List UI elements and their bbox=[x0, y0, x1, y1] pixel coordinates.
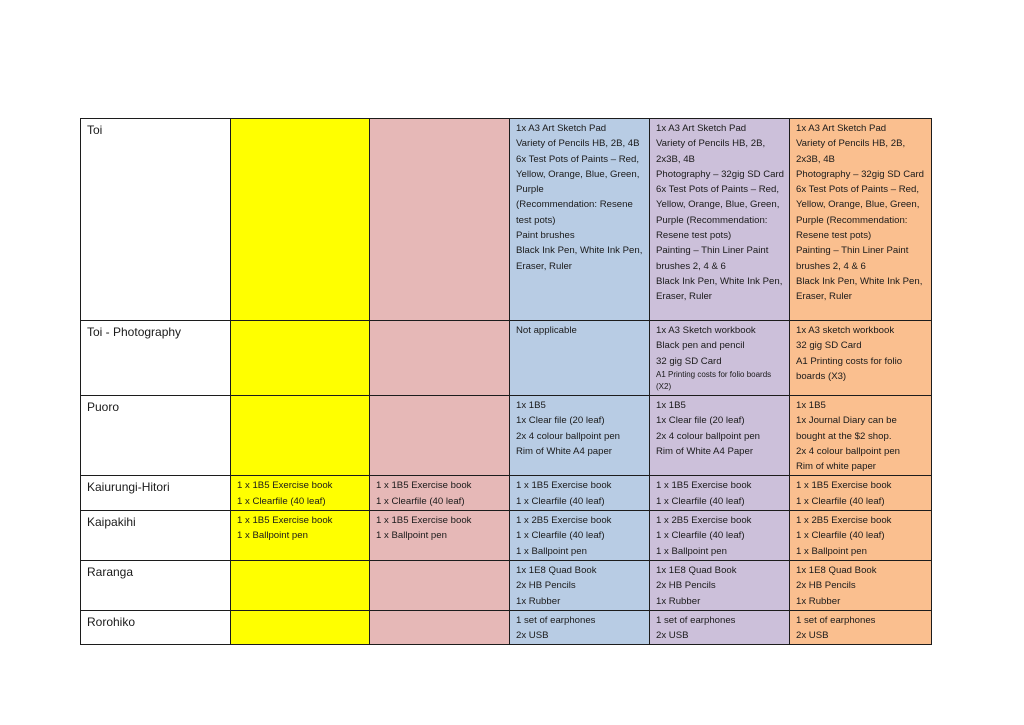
item-line: 1 x 1B5 Exercise book bbox=[237, 515, 333, 527]
item-line: 1 x 2B5 Exercise book bbox=[796, 515, 892, 527]
item-line: 1 x Clearfile (40 leaf) bbox=[237, 495, 326, 507]
col1-cell bbox=[231, 560, 370, 610]
col2-cell bbox=[370, 396, 510, 476]
item-line: Rim of White A4 Paper bbox=[656, 445, 754, 457]
item-line: 1 x 1B5 Exercise book bbox=[237, 480, 333, 492]
col4-cell bbox=[650, 119, 790, 321]
col3-cell bbox=[510, 476, 650, 511]
item-line: 6x Test Pots of Paints – Red, Yellow, Orange, Blue, Green, Purple (Recommendation: Resene test pots) bbox=[656, 184, 780, 242]
item-line: A1 Printing costs for folio boards (X3) bbox=[796, 355, 903, 382]
item-line: Variety of Pencils HB, 2B, 2x3B, 4B bbox=[656, 138, 766, 165]
item-line: 1 x Clearfile (40 leaf) bbox=[516, 530, 605, 542]
item-line: 1x 1B5 bbox=[796, 400, 826, 411]
item-line: Black pen and pencil bbox=[656, 340, 745, 352]
item-line: 1 x Ballpoint pen bbox=[516, 545, 587, 557]
item-line: 1x A3 Art Sketch Pad bbox=[516, 123, 607, 134]
item-line: Painting – Thin Liner Paint brushes 2, 4 & 6 bbox=[656, 245, 769, 272]
col5-cell bbox=[790, 396, 932, 476]
item-line: 2x HB Pencils bbox=[656, 580, 716, 592]
item-line: Painting – Thin Liner Paint brushes 2, 4 & 6 bbox=[796, 245, 909, 272]
item-line: Variety of Pencils HB, 2B, 2x3B, 4B bbox=[796, 138, 906, 165]
col5-cell bbox=[790, 560, 932, 610]
item-line: 32 gig SD Card bbox=[796, 340, 862, 352]
item-line: 1x A3 Art Sketch Pad bbox=[656, 123, 747, 134]
col3-cell bbox=[510, 396, 650, 476]
item-line: 1 x Clearfile (40 leaf) bbox=[656, 530, 745, 542]
item-line: 1 x 2B5 Exercise book bbox=[656, 515, 752, 527]
item-line: 1 x Ballpoint pen bbox=[656, 545, 727, 557]
item-line: 1x Rubber bbox=[656, 595, 701, 607]
item-line: 2x HB Pencils bbox=[516, 580, 576, 592]
item-line: 1x Rubber bbox=[796, 595, 841, 607]
col5-cell bbox=[790, 321, 932, 396]
item-line: 1 x 1B5 Exercise book bbox=[376, 480, 472, 492]
item-line: Rim of White A4 paper bbox=[516, 445, 612, 457]
col4-cell bbox=[650, 511, 790, 561]
col1-cell bbox=[231, 511, 370, 561]
col4-cell bbox=[650, 476, 790, 511]
item-line: 1x 1E8 Quad Book bbox=[656, 564, 737, 576]
item-line: 6x Test Pots of Paints – Red, Yellow, Orange, Blue, Green, Purple bbox=[516, 153, 640, 196]
col1-cell bbox=[231, 119, 370, 321]
col1-cell bbox=[231, 610, 370, 645]
item-line: Photography – 32gig SD Card bbox=[656, 168, 784, 180]
col3-cell bbox=[510, 610, 650, 645]
col2-cell bbox=[370, 321, 510, 396]
item-line: 1 x Clearfile (40 leaf) bbox=[516, 495, 605, 507]
table-row bbox=[81, 560, 932, 610]
table-row bbox=[81, 511, 932, 561]
item-line: 32 gig SD Card bbox=[656, 355, 722, 367]
col3-cell bbox=[510, 321, 650, 396]
item-line: 1x Clear file (20 leaf) bbox=[656, 415, 745, 427]
item-line: Not applicable bbox=[516, 325, 577, 336]
item-line: 1x 1B5 bbox=[656, 400, 686, 411]
col3-cell bbox=[510, 511, 650, 561]
item-line: 1 x 1B5 Exercise book bbox=[796, 480, 892, 492]
item-line: Photography – 32gig SD Card bbox=[796, 168, 924, 180]
item-line: 1 set of earphones bbox=[656, 614, 736, 626]
item-line: Rim of white paper bbox=[796, 461, 876, 473]
col2-cell bbox=[370, 476, 510, 511]
stationery-table bbox=[80, 118, 932, 645]
table-row bbox=[81, 396, 932, 476]
item-line: 2x HB Pencils bbox=[796, 580, 856, 592]
item-line: 1 x 2B5 Exercise book bbox=[516, 515, 612, 527]
col2-cell bbox=[370, 119, 510, 321]
item-line: 2x 4 colour ballpoint pen bbox=[656, 430, 761, 442]
subject-cell: Kaipakihi bbox=[81, 511, 231, 561]
item-line: Paint brushes bbox=[516, 230, 575, 242]
item-line: 1 x Clearfile (40 leaf) bbox=[376, 495, 465, 507]
col2-cell bbox=[370, 610, 510, 645]
item-line: 1 x Clearfile (40 leaf) bbox=[656, 495, 745, 507]
subject-cell: Raranga bbox=[81, 560, 231, 610]
col3-cell bbox=[510, 560, 650, 610]
item-line: 1x 1E8 Quad Book bbox=[516, 564, 597, 576]
subject-cell: Kaiurungi-Hitori bbox=[81, 476, 231, 511]
item-line: Variety of Pencils HB, 2B, 4B bbox=[516, 138, 640, 150]
subject-cell: Toi bbox=[81, 119, 231, 321]
item-line: 2x 4 colour ballpoint pen bbox=[516, 430, 621, 442]
subject-cell: Toi - Photography bbox=[81, 321, 231, 396]
col1-cell bbox=[231, 396, 370, 476]
table-row bbox=[81, 610, 932, 645]
col2-cell bbox=[370, 511, 510, 561]
item-line: 2x 4 colour ballpoint pen bbox=[796, 445, 901, 457]
table-row bbox=[81, 321, 932, 396]
item-line: 1 set of earphones bbox=[516, 614, 596, 626]
table-row bbox=[81, 119, 932, 321]
item-line: 1x Journal Diary can be bought at the $2 shop. bbox=[796, 415, 897, 442]
subject-cell: Rorohiko bbox=[81, 610, 231, 645]
item-line: 1 x Clearfile (40 leaf) bbox=[796, 530, 885, 542]
item-line: 1 x Ballpoint pen bbox=[796, 545, 867, 557]
col4-cell bbox=[650, 321, 790, 396]
col5-cell bbox=[790, 511, 932, 561]
col1-cell bbox=[231, 476, 370, 511]
item-line: 1 x Ballpoint pen bbox=[237, 530, 308, 542]
col1-cell bbox=[231, 321, 370, 396]
item-line: 1 x Ballpoint pen bbox=[376, 530, 447, 542]
item-line: Black Ink Pen, White Ink Pen, Eraser, Ruler bbox=[656, 275, 783, 303]
col4-cell bbox=[650, 560, 790, 610]
item-line: 1 x 1B5 Exercise book bbox=[376, 515, 472, 527]
col4-cell bbox=[650, 396, 790, 476]
item-line: 1x Rubber bbox=[516, 595, 561, 607]
item-line: 1 x 1B5 Exercise book bbox=[516, 480, 612, 492]
item-line: A1 Printing costs for folio boards (X2) bbox=[656, 369, 772, 391]
subject-cell: Puoro bbox=[81, 396, 231, 476]
item-line: Black Ink Pen, White Ink Pen, Eraser, Ruler bbox=[796, 275, 923, 303]
item-line: 1x 1B5 bbox=[516, 400, 546, 411]
item-line: Black Ink Pen, White Ink Pen, Eraser, Ruler bbox=[516, 245, 643, 272]
item-line: 1x A3 sketch workbook bbox=[796, 325, 895, 336]
item-line: 2x USB bbox=[796, 630, 829, 642]
item-line: 1x Clear file (20 leaf) bbox=[516, 415, 605, 427]
col3-cell bbox=[510, 119, 650, 321]
item-line: 1 set of earphones bbox=[796, 614, 876, 626]
item-line: 1x A3 Art Sketch Pad bbox=[796, 123, 887, 134]
col5-cell bbox=[790, 476, 932, 511]
item-line: 1x A3 Sketch workbook bbox=[656, 325, 756, 336]
col5-cell bbox=[790, 610, 932, 645]
col5-cell bbox=[790, 119, 932, 321]
item-line: (Recommendation: Resene test pots) bbox=[516, 199, 633, 226]
item-line: 2x USB bbox=[656, 630, 689, 642]
table-row bbox=[81, 476, 932, 511]
col2-cell bbox=[370, 560, 510, 610]
item-line: 1x 1E8 Quad Book bbox=[796, 564, 877, 576]
item-line: 6x Test Pots of Paints – Red, Yellow, Orange, Blue, Green, Purple (Recommendation: Resene test pots) bbox=[796, 184, 920, 242]
col4-cell bbox=[650, 610, 790, 645]
item-line: 2x USB bbox=[516, 630, 549, 642]
item-line: 1 x Clearfile (40 leaf) bbox=[796, 495, 885, 507]
item-line: 1 x 1B5 Exercise book bbox=[656, 480, 752, 492]
